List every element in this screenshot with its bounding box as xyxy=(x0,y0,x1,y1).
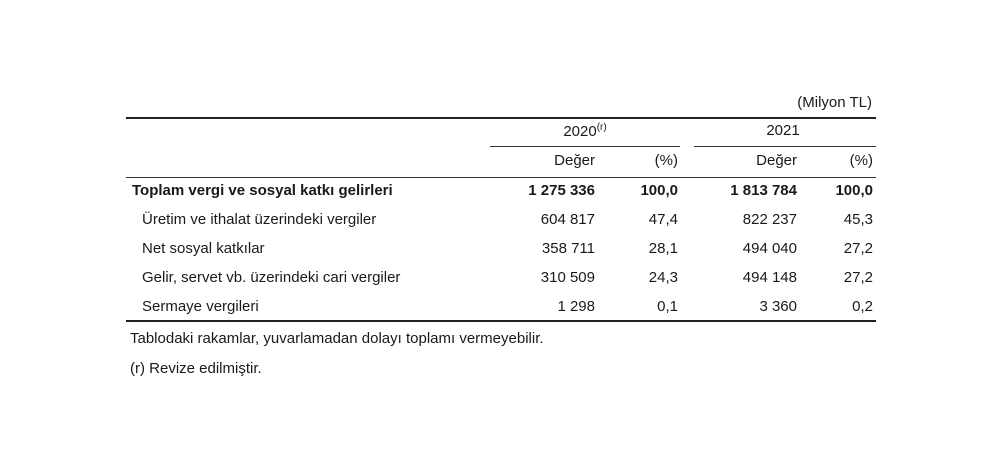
header-bottom-rule xyxy=(126,177,876,178)
table-top-rule xyxy=(126,117,876,119)
cell-value-2021: 494 040 xyxy=(742,240,797,257)
cell-pct-2020: 0,1 xyxy=(657,298,678,315)
cell-value-2020: 358 711 xyxy=(541,240,595,257)
cell-value-2020: 604 817 xyxy=(540,211,595,228)
table-row-total xyxy=(0,182,1000,210)
cell-pct-2021: 100,0 xyxy=(835,182,873,199)
cell-value-2021: 1 813 784 xyxy=(730,182,797,199)
cell-pct-2020: 100,0 xyxy=(640,182,678,199)
col-header-pct-2021: (%) xyxy=(849,152,873,169)
year-header-2021 xyxy=(690,122,876,139)
table-bottom-rule xyxy=(126,320,876,322)
rounding-note: Tablodaki rakamlar, yuvarlamadan dolayı toplamı vermeyebilir. xyxy=(130,330,544,347)
year-label: 2020 xyxy=(563,123,597,140)
cell-pct-2020: 24,3 xyxy=(648,269,678,286)
year-underline-2020 xyxy=(490,146,680,147)
year-underline-2021 xyxy=(694,146,876,147)
revised-mark: (r) xyxy=(596,122,607,133)
row-label: Gelir, servet vb. üzerindeki cari vergiler xyxy=(142,269,401,286)
table-row xyxy=(0,211,1000,239)
cell-value-2021: 822 237 xyxy=(742,211,797,228)
cell-value-2021: 3 360 xyxy=(759,298,797,315)
revised-note: (r) Revize edilmiştir. xyxy=(130,360,262,377)
col-header-pct-2020: (%) xyxy=(654,152,678,169)
year-label: 2021 xyxy=(766,122,800,139)
row-label: Toplam vergi ve sosyal katkı gelirleri xyxy=(132,182,393,199)
cell-pct-2020: 47,4 xyxy=(648,211,678,228)
row-label: Net sosyal katkılar xyxy=(142,240,265,257)
cell-value-2020: 310 509 xyxy=(540,269,595,286)
cell-value-2020: 1 298 xyxy=(557,298,595,315)
cell-pct-2021: 27,2 xyxy=(843,240,873,257)
cell-value-2020: 1 275 336 xyxy=(528,182,595,199)
table-row xyxy=(0,269,1000,297)
unit-label: (Milyon TL) xyxy=(797,94,872,111)
cell-pct-2020: 28,1 xyxy=(648,240,678,257)
row-label: Sermaye vergileri xyxy=(142,298,259,315)
cell-pct-2021: 0,2 xyxy=(852,298,873,315)
col-header-value-2020: Değer xyxy=(554,152,595,169)
year-header-2020 xyxy=(490,122,680,140)
col-header-value-2021: Değer xyxy=(756,152,797,169)
cell-pct-2021: 45,3 xyxy=(843,211,873,228)
cell-pct-2021: 27,2 xyxy=(843,269,873,286)
row-label: Üretim ve ithalat üzerindeki vergiler xyxy=(142,211,377,228)
cell-value-2021: 494 148 xyxy=(742,269,797,286)
table-row xyxy=(0,240,1000,268)
